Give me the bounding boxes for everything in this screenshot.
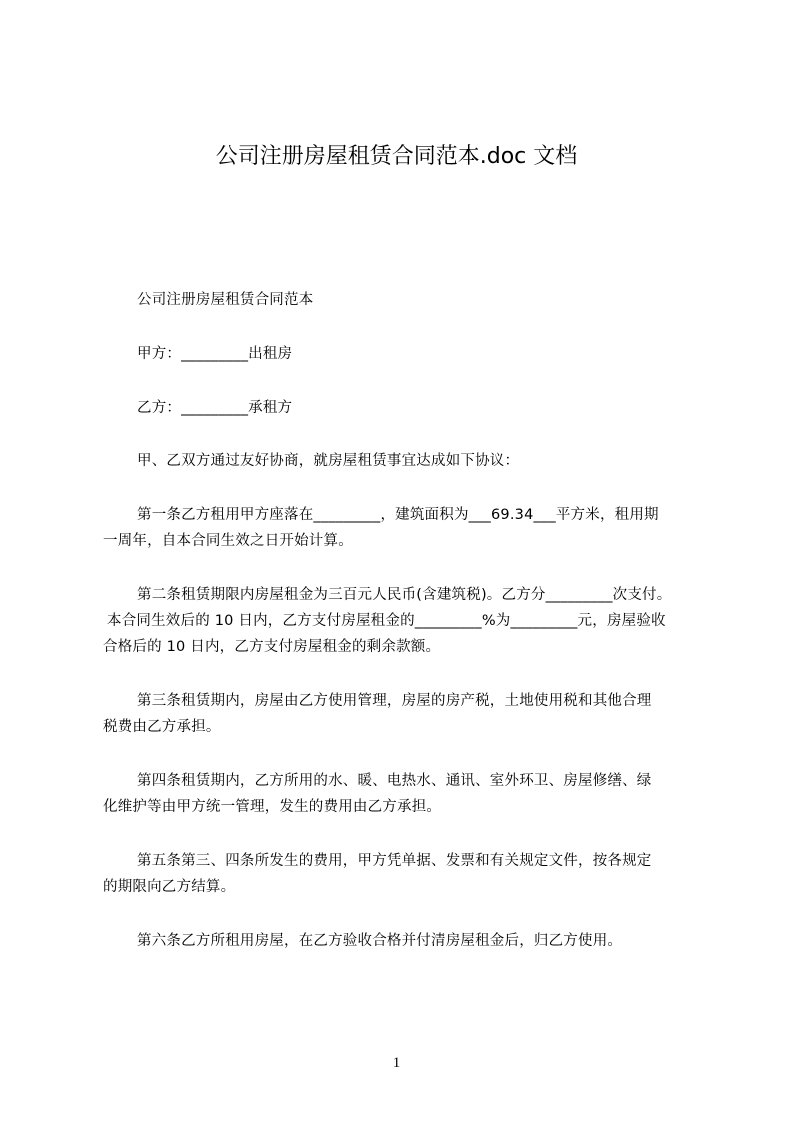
article-2-line-3: 合格后的 10 日内，乙方支付房屋租金的剩余款额。 (103, 639, 441, 655)
article-3-line-2: 税费由乙方承担。 (103, 719, 221, 735)
article-2-line-2: 本合同生效后的 10 日内，乙方支付房屋租金的_________%为_________元，房屋验收 (107, 613, 666, 629)
party-b-line: 乙方：_________承租方 (137, 400, 293, 416)
article-1-line-2: 一周年，自本合同生效之日开始计算。 (103, 533, 353, 549)
article-4-line-2: 化维护等由甲方统一管理，发生的费用由乙方承担。 (103, 799, 442, 815)
article-2-line-1: 第二条租赁期限内房屋租金为三百元人民币(含建筑税)。乙方分_________次支付。 (137, 587, 672, 603)
article-5-line-1: 第五条第三、四条所发生的费用，甲方凭单据、发票和有关规定文件，按各规定 (137, 853, 652, 869)
party-a-line: 甲方：_________出租房 (137, 346, 293, 362)
article-6-line-1: 第六条乙方所租用房屋，在乙方验收合格并付清房屋租金后，归乙方使用。 (137, 933, 623, 949)
contract-heading: 公司注册房屋租赁合同范本 (137, 292, 314, 308)
article-3-line-1: 第三条租赁期内，房屋由乙方使用管理，房屋的房产税，土地使用税和其他合理 (137, 693, 652, 709)
article-1-line-1: 第一条乙方租用甲方座落在_________，建筑面积为___69.34___平方米，租用期 (137, 507, 659, 523)
article-5-line-2: 的期限向乙方结算。 (103, 879, 236, 895)
page-number: 1 (392, 1055, 401, 1071)
agreement-intro: 甲、乙双方通过友好协商，就房屋租赁事宜达成如下协议： (137, 453, 520, 469)
document-title: 公司注册房屋租赁合同范本.doc 文档 (215, 144, 578, 169)
article-4-line-1: 第四条租赁期内，乙方所用的水、暖、电热水、通讯、室外环卫、房屋修缮、绿 (137, 773, 652, 789)
